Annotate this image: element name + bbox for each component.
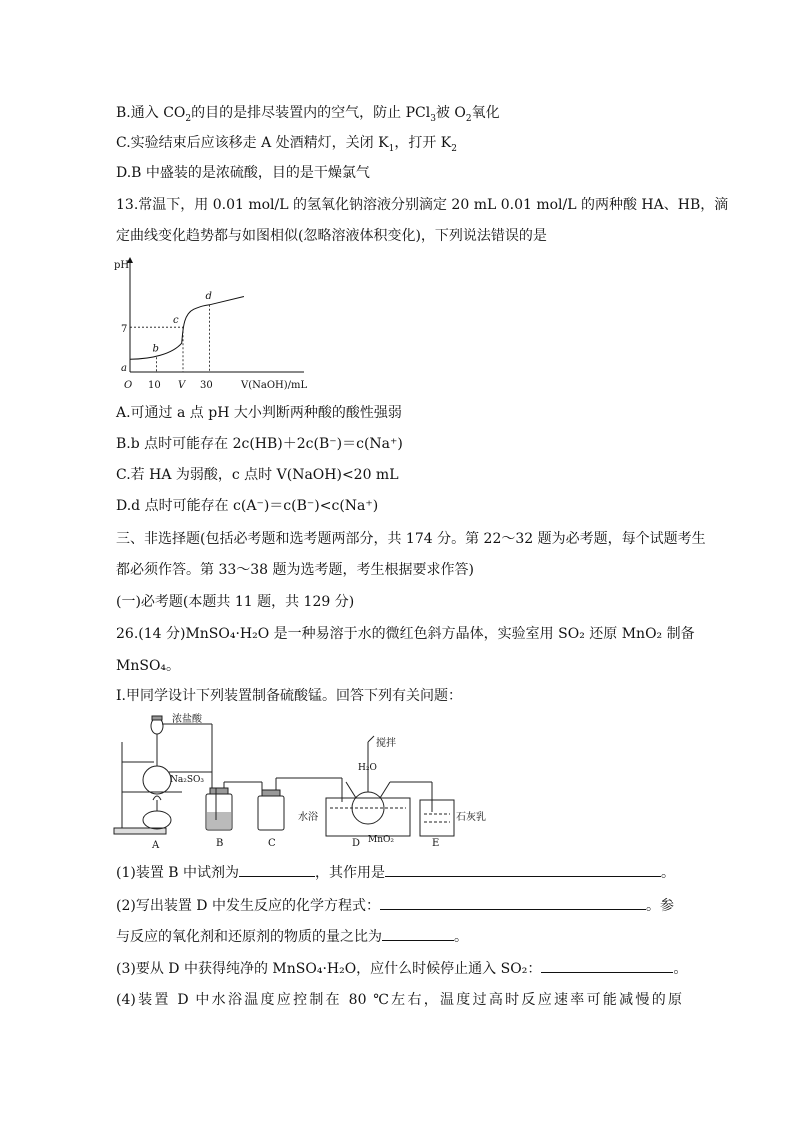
q26-sub1-blank2[interactable]: [385, 862, 661, 877]
q12-option-b: B.通入 $CO_2$的目的是排尽装置内的空气，防止 PCl$_3$被 $O_2$氧化: [116, 105, 500, 124]
q26-sub3-blank[interactable]: [541, 958, 673, 973]
titration-chart: [108, 254, 308, 396]
q26-sub4: (4)装置 D 中水浴温度应控制在 80 ℃左右，温度过高时反应速率可能减慢的原: [116, 992, 682, 1008]
bottle-c: [258, 796, 284, 830]
section3-sub: (一)必考题(本题共 11 题，共 129 分): [116, 594, 355, 610]
label-h2o: H₂O: [358, 763, 377, 773]
q26-sub1-end: 。: [661, 865, 676, 881]
x-tick-30: 30: [200, 380, 213, 391]
titration-curve: [130, 296, 244, 359]
q26-intro: I.甲同学设计下列装置制备硫酸锰。回答下列有关问题：: [116, 688, 462, 704]
q26-sub2-end: 。: [454, 929, 468, 945]
chart-marks: [130, 291, 244, 372]
alcohol-lamp: [143, 811, 171, 829]
q12-option-b-text2: 的目的是排尽装置内的空气，防止 PCl: [191, 105, 431, 121]
q26-sub2-text2: 。参: [645, 898, 674, 914]
q26-sub1-text: (1)装置 B 中试剂为: [116, 865, 240, 881]
section3-line1: 三、非选择题(包括必考题和选考题两部分，共 174 分。第 22～32 题为必考题，每个试题考生: [116, 531, 706, 547]
q26-line2: MnSO₄。: [116, 658, 181, 674]
q26-sub2-text3: 与反应的氧化剂和还原剂的物质的量之比为: [116, 929, 382, 945]
q26-sub2: [116, 895, 674, 916]
q26-sub1: [116, 862, 675, 883]
q26-sub3-text: (3)要从 D 中获得纯净的 MnSO₄·H₂O，应什么时候停止通入 SO₂：: [116, 961, 542, 977]
flask-a: [143, 766, 171, 794]
label-na2so3: Na₂SO₃: [170, 775, 205, 785]
q26-line1: 26.(14 分)MnSO₄·H₂O 是一种易溶于水的微红色斜方晶体，实验室用 SO₂ 还原 MnO₂ 制备: [116, 626, 695, 642]
label-stir: 搅拌: [376, 738, 396, 749]
q26-sub2-blank2[interactable]: [382, 926, 454, 941]
y-tick-7: 7: [121, 324, 128, 335]
point-label-b: b: [152, 343, 159, 355]
q26-sub1-blank1[interactable]: [239, 862, 315, 877]
unit-label-d: D: [352, 838, 361, 849]
unit-label-b: B: [216, 838, 224, 849]
y-axis-label: pH: [114, 260, 130, 271]
label-bath: 水浴: [298, 812, 318, 823]
water-bath: [326, 798, 410, 836]
x-tick-10: 10: [148, 380, 161, 391]
section3-line2: 都必须作答。第 33～38 题为选考题，考生根据要求作答): [116, 562, 474, 578]
q26-sub1-text2: ，其作用是: [315, 865, 386, 881]
apparatus-figure: [112, 712, 488, 850]
label-lime: 石灰乳: [456, 812, 486, 823]
q13-option-d: D.d 点时可能存在 c(A⁻)＝c(B⁻)<c(Na⁺): [116, 498, 379, 514]
unit-label-e: E: [432, 838, 440, 849]
q13-option-b: B.b 点时可能存在 2c(HB)＋2c(B⁻)＝c(Na⁺): [116, 436, 403, 452]
q13-option-c: C.若 HA 为弱酸，c 点时 V(NaOH)<20 mL: [116, 467, 399, 483]
x-axis-label: V(NaOH)/mL: [241, 380, 308, 391]
q26-sub3-end: 。: [673, 961, 688, 977]
q12-option-b-text4: 氧化: [471, 105, 500, 121]
x-tick-origin: O: [124, 380, 133, 391]
q26-sub2-text: (2)写出装置 D 中发生反应的化学方程式：: [116, 898, 380, 914]
point-label-d: d: [205, 290, 212, 302]
q12-option-c-text: C.实验结束后应该移走 A 处酒精灯，关闭 K: [116, 135, 389, 151]
q13-stem-line1: 13.常温下，用 0.01 mol/L 的氢氧化钠溶液分别滴定 20 mL 0.01 mol/L 的两种酸 HA、HB，滴: [116, 197, 729, 213]
unit-label-a: A: [152, 840, 160, 850]
label-acid: 浓盐酸: [172, 714, 202, 725]
q26-sub3: [116, 958, 687, 979]
q12-option-c: C.实验结束后应该移走 A 处酒精灯，关闭 $K_1$，打开 $K_2$: [116, 135, 457, 154]
beaker-e: [420, 800, 454, 836]
q12-option-b-text: B.通入 CO: [116, 105, 186, 121]
q13-stem-line2: 定曲线变化趋势都与如图相似(忽略溶液体积变化)，下列说法错误的是: [116, 228, 547, 244]
q12-option-b-text3: 被 O: [435, 105, 466, 121]
q13-option-a: A.可通过 a 点 pH 大小判断两种酸的酸性强弱: [116, 405, 402, 421]
unit-label-c: C: [268, 838, 276, 849]
y-tick-a: a: [121, 363, 127, 374]
label-mno2: MnO₂: [368, 835, 394, 845]
q26-sub2-cont: [116, 926, 468, 947]
q12-option-c-text2: ，打开 K: [394, 135, 452, 151]
q12-option-d: D.B 中盛装的是浓硫酸，目的是干燥氯气: [116, 165, 370, 181]
x-tick-v: V: [178, 380, 186, 391]
q26-sub2-blank1[interactable]: [380, 895, 646, 910]
point-label-c: c: [173, 315, 179, 327]
